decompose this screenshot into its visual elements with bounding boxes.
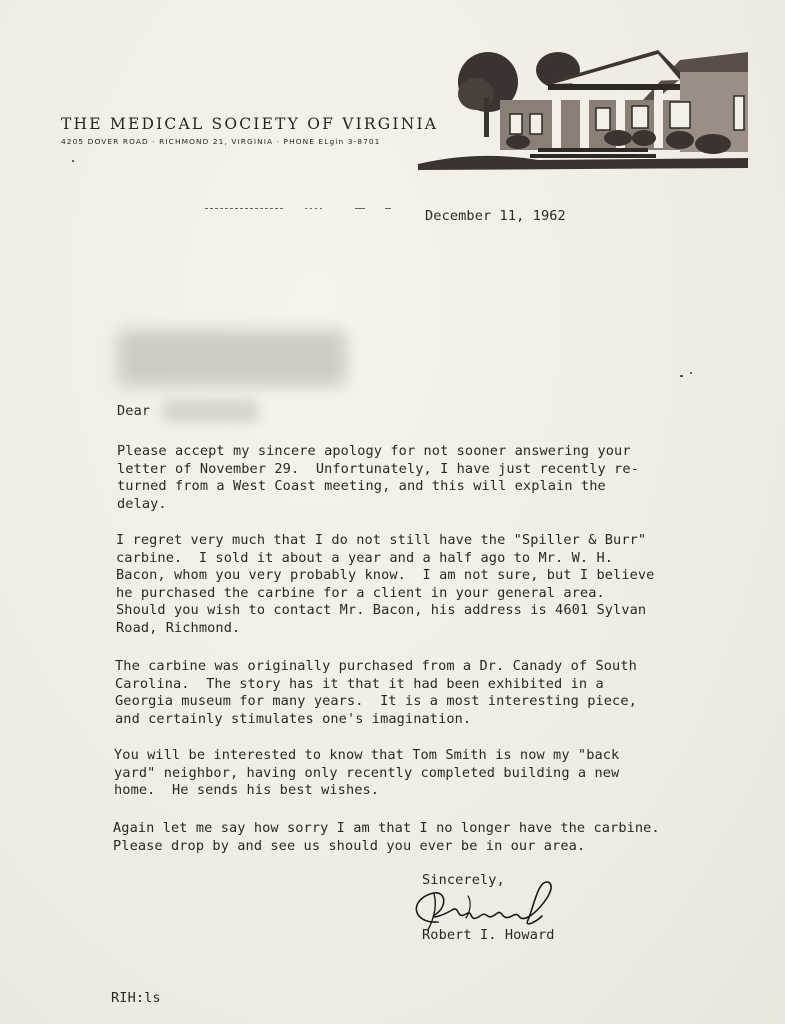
handwritten-signature (408, 872, 568, 934)
body-paragraph: Again let me say how sorry I am that I no longer have the carbine. Please drop by and see us should you ever be in our area. (113, 820, 660, 854)
closing: Sincerely, (422, 872, 505, 888)
redacted-recipient-address (118, 330, 346, 386)
body-paragraph: Please accept my sincere apology for not sooner answering your letter of November 29. Unfortunately, I have just recently re- turned from a West Coast meeting, and this will explain the delay. (117, 443, 639, 512)
letterhead-organization: THE MEDICAL SOCIETY OF VIRGINIA (61, 115, 439, 133)
paper-speck (690, 372, 692, 374)
letter-date: December 11, 1962 (425, 208, 566, 224)
signer-name: Robert I. Howard (422, 927, 555, 943)
building-illustration (418, 42, 753, 172)
paper-speck (680, 375, 683, 377)
salutation: Dear (117, 403, 151, 419)
redacted-recipient-name (163, 400, 258, 422)
body-paragraph: I regret very much that I do not still have the "Spiller & Burr" carbine. I sold it about a year and a half ago to Mr. W. H. Bacon, whom you very probably know. I am not sure, but I believe he purchased the carbine for a client in your general area. Should you wish to contact Mr. Bacon, his address is 4601 Sylvan Road, Richmond. (116, 532, 655, 636)
letterhead-address: 4205 DOVER ROAD · RICHMOND 21, VIRGINIA · PHONE ELgin 3-8701 (61, 137, 381, 146)
typist-initials: RIH:ls (111, 990, 161, 1006)
paper-speck (72, 160, 74, 162)
ink-smudge (205, 207, 405, 210)
body-paragraph: You will be interested to know that Tom Smith is now my "back yard" neighbor, having only recently completed building a new home. He sends his best wishes. (114, 747, 620, 799)
body-paragraph: The carbine was originally purchased from a Dr. Canady of South Carolina. The story has it that it had been exhibited in a Georgia museum for many years. It is a most interesting piece, and certainly stimulates one's imagination. (115, 658, 637, 727)
